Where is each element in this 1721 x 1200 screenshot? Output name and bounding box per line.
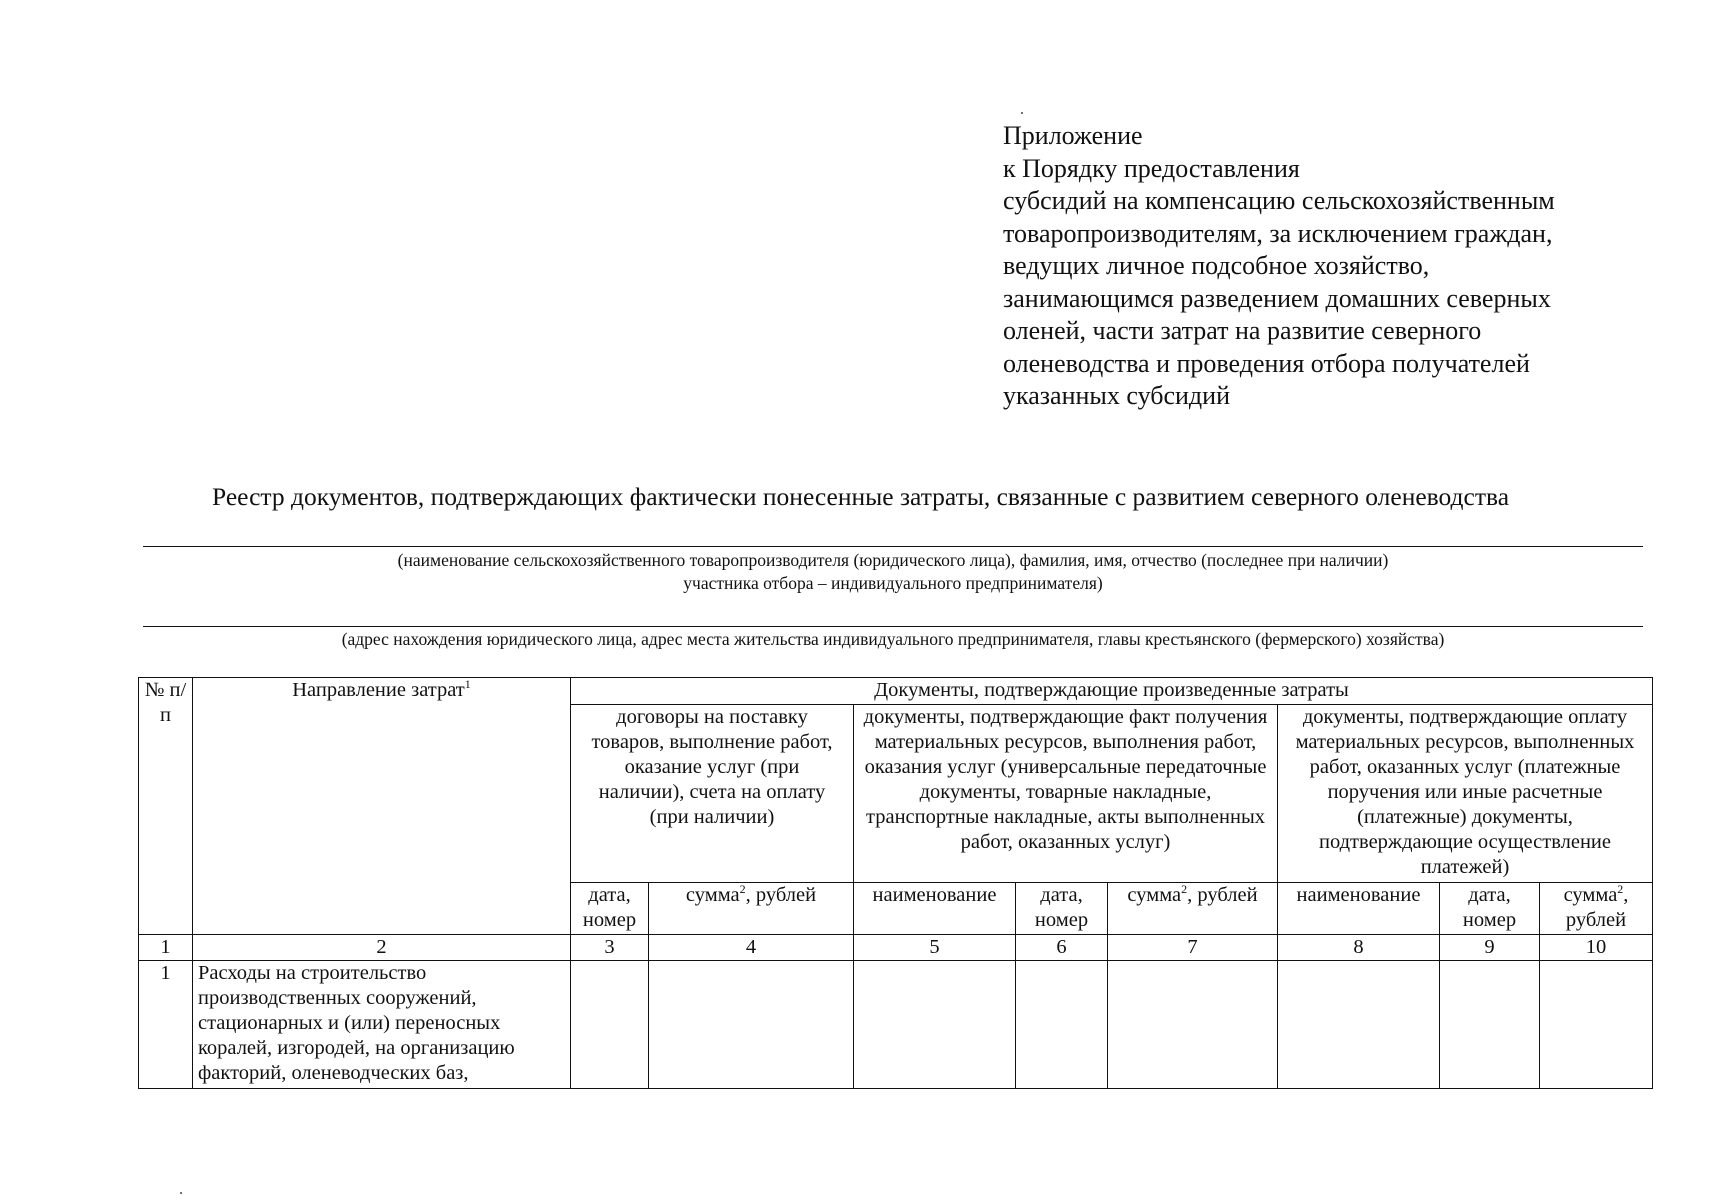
column-number: 1	[139, 935, 193, 961]
rubles-suffix: , рублей	[745, 884, 817, 906]
producer-name-line	[143, 546, 1643, 547]
header-payment-documents: документы, подтверждающие оплату материальных ресурсов, выполненных работ, оказанных услуг (платежные поручения или иные расчетные (платежные) документы, подтверждающие осуществление платежей)	[1278, 705, 1653, 883]
appendix-line: занимающимся разведением домашних северных	[1003, 283, 1551, 313]
empty-cell	[1278, 961, 1440, 1089]
appendix-line: оленей, части затрат на развитие северного	[1003, 316, 1482, 345]
empty-cell	[1016, 961, 1108, 1089]
appendix-line: указанных субсидий	[1003, 381, 1230, 410]
header-sum-rubles	[1108, 883, 1278, 935]
column-number: 8	[1278, 935, 1440, 961]
producer-caption-line: участника отбора – индивидуального предпринимателя)	[683, 573, 1103, 593]
column-number: 7	[1108, 935, 1278, 961]
sum-label: сумма	[1563, 884, 1618, 906]
appendix-line: оленеводства и проведения отбора получателей	[1003, 348, 1530, 378]
rubles-suffix: , рублей	[1187, 884, 1258, 906]
empty-cell	[1540, 961, 1653, 1089]
column-number: 2	[193, 935, 571, 961]
footnote-marker: 2	[1617, 882, 1624, 897]
appendix-line: субсидий на компенсацию сельскохозяйственным	[1003, 186, 1555, 215]
appendix-line: ведущих личное подсобное хозяйство,	[1003, 251, 1430, 280]
empty-cell	[649, 961, 854, 1089]
address-caption	[143, 628, 1643, 651]
appendix-block	[1003, 120, 1555, 413]
appendix-line: Приложение	[1003, 121, 1143, 150]
header-direction-cell	[193, 678, 571, 935]
header-date-number: дата, номер	[1016, 883, 1108, 935]
document-title: Реестр документов, подтверждающих фактически понесенные затраты, связанные с развитием северного оленеводства	[211, 482, 1510, 511]
empty-cell	[1440, 961, 1540, 1089]
address-line	[143, 626, 1643, 627]
footnote-marker: 2	[1181, 882, 1188, 897]
header-name: наименование	[854, 883, 1016, 935]
row-direction: Расходы на строительство производственных сооружений, стационарных и (или) переносных коралей, изгородей, на организацию факторий, оленеводческих баз,	[193, 961, 571, 1089]
appendix-line: к Порядку предоставления	[1003, 153, 1300, 183]
column-number: 10	[1540, 935, 1653, 961]
column-number: 9	[1440, 935, 1540, 961]
table-row	[139, 961, 1653, 1089]
footnote-marker: 1	[464, 677, 471, 692]
header-direction-label: Направление затрат	[292, 679, 465, 701]
column-number: 3	[571, 935, 649, 961]
producer-caption	[143, 549, 1643, 595]
header-sum-rubles	[649, 883, 854, 935]
header-number-cell: № п/п	[139, 678, 193, 935]
header-receipt-documents: документы, подтверждающие факт получения материальных ресурсов, выполнения работ, оказания услуг (универсальные передаточные документы, товарные накладные, транспортные накладные, акты выполненных работ, оказанных услуг)	[854, 705, 1278, 883]
header-sum-rubles	[1540, 883, 1653, 935]
column-number: 6	[1016, 935, 1108, 961]
row-number: 1	[139, 961, 193, 1089]
column-number: 4	[649, 935, 854, 961]
header-date-number: дата, номер	[1440, 883, 1540, 935]
empty-cell	[854, 961, 1016, 1089]
scan-speck	[1021, 112, 1023, 114]
header-documents-group: Документы, подтверждающие произведенные затраты	[571, 678, 1653, 705]
header-contracts: договоры на поставку товаров, выполнение работ, оказание услуг (при наличии), счета на оплату (при наличии)	[571, 705, 854, 883]
rubles-suffix: , рублей	[1565, 884, 1629, 931]
sum-label: сумма	[1127, 884, 1182, 906]
scan-speck	[180, 1192, 182, 1194]
sum-label: сумма	[685, 884, 740, 906]
empty-cell	[571, 961, 649, 1089]
header-name: наименование	[1278, 883, 1440, 935]
appendix-line: товаропроизводителям, за исключением граждан,	[1003, 218, 1553, 248]
footnote-marker: 2	[739, 882, 746, 897]
column-number: 5	[854, 935, 1016, 961]
producer-caption-line: (наименование сельскохозяйственного товаропроизводителя (юридического лица), фамилия, имя, отчество (последнее при наличии)	[397, 550, 1389, 570]
address-caption-text: (адрес нахождения юридического лица, адрес места жительства индивидуального предпринимателя, главы крестьянского (фермерского) хозяйства)	[341, 629, 1445, 649]
empty-cell	[1108, 961, 1278, 1089]
header-date-number: дата, номер	[571, 883, 649, 935]
registry-table	[138, 677, 1653, 1089]
